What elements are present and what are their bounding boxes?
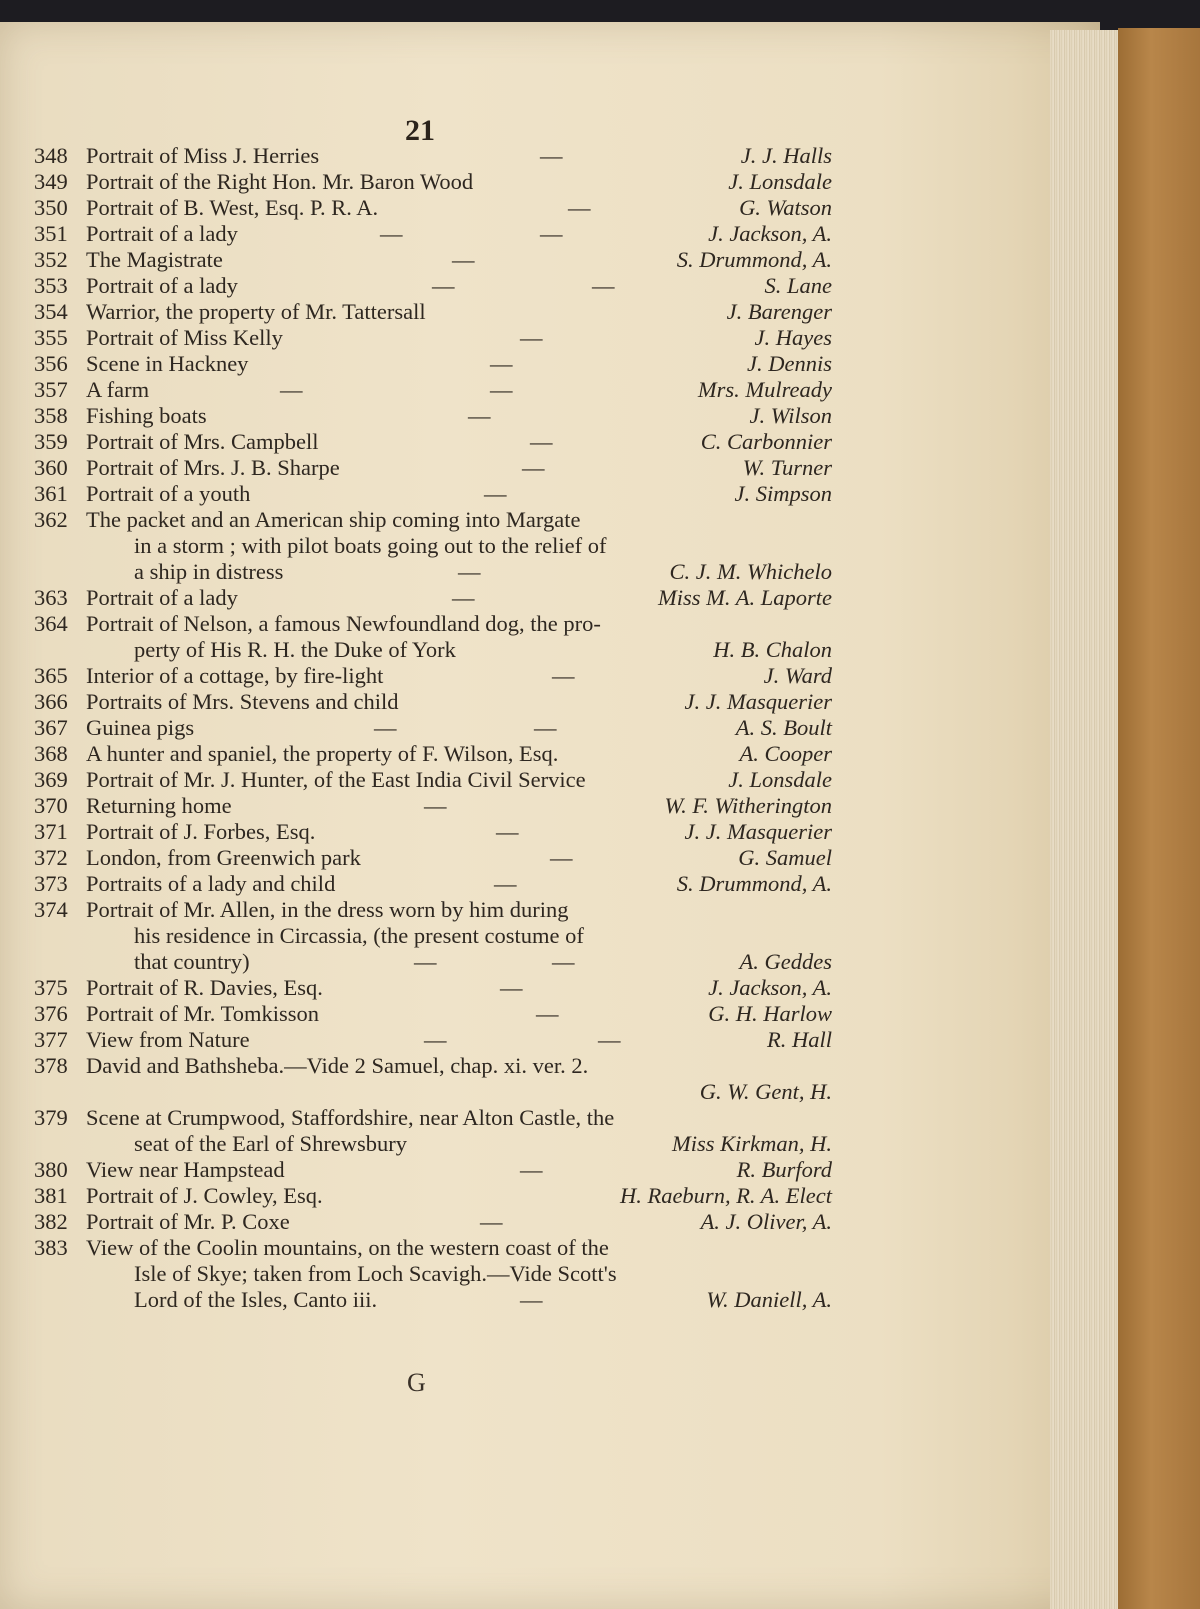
entry-number: 348: [34, 143, 68, 168]
separator-dash: —: [592, 273, 615, 298]
separator-dash: —: [598, 1027, 621, 1052]
artist-name: R. Hall: [767, 1027, 832, 1052]
separator-dash: —: [468, 403, 491, 428]
artist-name: J. J. Halls: [740, 143, 832, 168]
separator-dash: —: [540, 221, 563, 246]
separator-dash: —: [534, 715, 557, 740]
artist-name: S. Drummond, A.: [676, 871, 832, 896]
entry-number: 360: [34, 455, 68, 480]
artist-name: J. Jackson, A.: [708, 221, 832, 246]
entry-title: Scene in Hackney: [86, 351, 249, 376]
separator-dash: —: [484, 481, 507, 506]
separator-dash: —: [424, 1027, 447, 1052]
entry-title: that country): [134, 949, 250, 974]
artist-name: R. Burford: [736, 1157, 832, 1182]
entry-number: 367: [34, 715, 68, 740]
entry-number: 352: [34, 247, 68, 272]
entry-title: Portrait of a lady: [86, 273, 238, 298]
separator-dash: —: [494, 871, 517, 896]
entry-number: 364: [34, 611, 68, 636]
entry-title: Scene at Crumpwood, Staffordshire, near Alton Castle, the: [86, 1105, 615, 1130]
separator-dash: —: [458, 559, 481, 584]
artist-name: W. Turner: [742, 455, 832, 480]
separator-dash: —: [552, 949, 575, 974]
separator-dash: —: [520, 325, 543, 350]
artist-name: C. Carbonnier: [700, 429, 832, 454]
artist-name: J. Hayes: [754, 325, 832, 350]
entry-title: Portrait of a lady: [86, 221, 238, 246]
entry-number: 377: [34, 1027, 68, 1052]
artist-name: G. Watson: [739, 195, 832, 220]
artist-name: A. Cooper: [739, 741, 832, 766]
artist-name: J. Barenger: [726, 299, 832, 324]
entry-number: 368: [34, 741, 68, 766]
entry-title: his residence in Circassia, (the present costume of: [134, 923, 584, 948]
entry-title: perty of His R. H. the Duke of York: [134, 637, 456, 662]
entry-number: 351: [34, 221, 68, 246]
separator-dash: —: [480, 1209, 503, 1234]
page-edges: [1050, 30, 1120, 1609]
artist-name: A. S. Boult: [735, 715, 832, 740]
entry-title: Interior of a cottage, by fire-light: [86, 663, 384, 688]
artist-name: Miss Kirkman, H.: [671, 1131, 832, 1156]
separator-dash: —: [432, 273, 455, 298]
entry-number: 378: [34, 1053, 68, 1078]
separator-dash: —: [568, 195, 591, 220]
entry-title: Portrait of Mr. J. Hunter, of the East India Civil Service: [86, 767, 586, 792]
separator-dash: —: [452, 585, 475, 610]
artist-name: G. Samuel: [738, 845, 832, 870]
entry-number: 370: [34, 793, 68, 818]
entry-number: 373: [34, 871, 68, 896]
entry-title: Portrait of Mrs. J. B. Sharpe: [86, 455, 340, 480]
book-cover-edge: [1118, 28, 1200, 1609]
entry-number: 365: [34, 663, 68, 688]
entry-number: 379: [34, 1105, 68, 1130]
artist-name: H. Raeburn, R. A. Elect: [619, 1183, 832, 1208]
entry-title: seat of the Earl of Shrewsbury: [134, 1131, 408, 1156]
entry-title: Portrait of Mrs. Campbell: [86, 429, 319, 454]
entry-title: View of the Coolin mountains, on the western coast of the: [86, 1235, 609, 1260]
entry-title: Portrait of J. Cowley, Esq.: [86, 1183, 323, 1208]
entry-title: Portraits of Mrs. Stevens and child: [86, 689, 399, 714]
signature-mark: G: [407, 1368, 426, 1397]
entry-title: View near Hampstead: [86, 1157, 285, 1182]
separator-dash: —: [520, 1157, 543, 1182]
separator-dash: —: [520, 1287, 543, 1312]
artist-name: S. Lane: [764, 273, 832, 298]
artist-name: W. Daniell, A.: [706, 1287, 832, 1312]
entry-number: 371: [34, 819, 68, 844]
entry-number: 380: [34, 1157, 68, 1182]
entry-title: Portrait of Mr. P. Coxe: [86, 1209, 290, 1234]
artist-name: J. Ward: [763, 663, 832, 688]
separator-dash: —: [452, 247, 475, 272]
entry-title: View from Nature: [86, 1027, 250, 1052]
entry-title: Portrait of Miss Kelly: [86, 325, 283, 350]
entry-number: 353: [34, 273, 68, 298]
artist-name: J. Lonsdale: [728, 767, 832, 792]
entry-number: 356: [34, 351, 68, 376]
entry-number: 358: [34, 403, 68, 428]
artist-name: W. F. Witherington: [664, 793, 832, 818]
separator-dash: —: [380, 221, 403, 246]
artist-name: A. Geddes: [739, 949, 832, 974]
entry-number: 361: [34, 481, 68, 506]
entry-title: The packet and an American ship coming into Margate: [86, 507, 581, 532]
separator-dash: —: [424, 793, 447, 818]
entry-number: 355: [34, 325, 68, 350]
separator-dash: —: [540, 143, 563, 168]
entry-number: 357: [34, 377, 68, 402]
background: [0, 0, 1200, 24]
entry-number: 350: [34, 195, 68, 220]
separator-dash: —: [496, 819, 519, 844]
separator-dash: —: [374, 715, 397, 740]
entry-number: 382: [34, 1209, 68, 1234]
artist-name: J. Simpson: [734, 481, 832, 506]
separator-dash: —: [522, 455, 545, 480]
entry-title: A hunter and spaniel, the property of F. Wilson, Esq.: [86, 741, 559, 766]
artist-name: J. Jackson, A.: [708, 975, 832, 1000]
separator-dash: —: [552, 663, 575, 688]
entry-title: Portrait of R. Davies, Esq.: [86, 975, 323, 1000]
separator-dash: —: [530, 429, 553, 454]
entry-title: in a storm ; with pilot boats going out to the relief of: [134, 533, 607, 558]
entry-title: Portraits of a lady and child: [86, 871, 336, 896]
entry-title: Portrait of Nelson, a famous Newfoundland dog, the pro-: [86, 611, 601, 636]
entry-number: 349: [34, 169, 68, 194]
entry-number: 383: [34, 1235, 68, 1260]
artist-name: G. H. Harlow: [708, 1001, 832, 1026]
entry-title: Warrior, the property of Mr. Tattersall: [86, 299, 426, 324]
separator-dash: —: [536, 1001, 559, 1026]
artist-name: J. Wilson: [749, 403, 832, 428]
entry-number: 375: [34, 975, 68, 1000]
artist-name: Mrs. Mulready: [697, 377, 832, 402]
entry-number: 362: [34, 507, 68, 532]
separator-dash: —: [490, 351, 513, 376]
entry-title: Portrait of a youth: [86, 481, 251, 506]
entry-title: A farm: [86, 377, 150, 402]
artist-name: J. Dennis: [747, 351, 832, 376]
separator-dash: —: [280, 377, 303, 402]
separator-dash: —: [550, 845, 573, 870]
separator-dash: —: [500, 975, 523, 1000]
entry-title: London, from Greenwich park: [86, 845, 361, 870]
entry-number: 363: [34, 585, 68, 610]
entry-title: Portrait of the Right Hon. Mr. Baron Wood: [86, 169, 474, 194]
entry-title: Portrait of Miss J. Herries: [86, 143, 320, 168]
entry-number: 381: [34, 1183, 68, 1208]
artist-name: A. J. Oliver, A.: [700, 1209, 832, 1234]
entry-title: David and Bathsheba.—Vide 2 Samuel, chap. xi. ver. 2.: [86, 1053, 589, 1078]
entry-title: The Magistrate: [86, 247, 223, 272]
entry-number: 374: [34, 897, 68, 922]
artist-name: S. Drummond, A.: [676, 247, 832, 272]
entry-title: Guinea pigs: [86, 715, 195, 740]
artist-name: J. J. Masquerier: [684, 819, 832, 844]
artist-name: J. Lonsdale: [728, 169, 832, 194]
artist-name: J. J. Masquerier: [684, 689, 832, 714]
artist-name: C. J. M. Whichelo: [669, 559, 832, 584]
entry-number: 372: [34, 845, 68, 870]
entry-title: Portrait of Mr. Allen, in the dress worn by him during: [86, 897, 569, 922]
separator-dash: —: [414, 949, 437, 974]
entry-title: Portrait of Mr. Tomkisson: [86, 1001, 320, 1026]
entry-title: Returning home: [86, 793, 232, 818]
entry-title: Fishing boats: [86, 403, 207, 428]
artist-name: Miss M. A. Laporte: [658, 585, 832, 610]
entry-title: Lord of the Isles, Canto iii.: [134, 1287, 378, 1312]
entry-title: Portrait of B. West, Esq. P. R. A.: [86, 195, 379, 220]
book-page: [0, 22, 1100, 1609]
separator-dash: —: [490, 377, 513, 402]
entry-title: a ship in distress: [134, 559, 284, 584]
entry-number: 366: [34, 689, 68, 714]
entry-number: 369: [34, 767, 68, 792]
entry-title: Portrait of J. Forbes, Esq.: [86, 819, 316, 844]
page-number: 21: [405, 114, 435, 147]
entry-number: 376: [34, 1001, 68, 1026]
entry-title: Portrait of a lady: [86, 585, 238, 610]
artist-name: G. W. Gent, H.: [699, 1079, 832, 1104]
entry-number: 354: [34, 299, 68, 324]
artist-name: H. B. Chalon: [713, 637, 832, 662]
entry-number: 359: [34, 429, 68, 454]
entry-title: Isle of Skye; taken from Loch Scavigh.—Vide Scott's: [134, 1261, 617, 1286]
